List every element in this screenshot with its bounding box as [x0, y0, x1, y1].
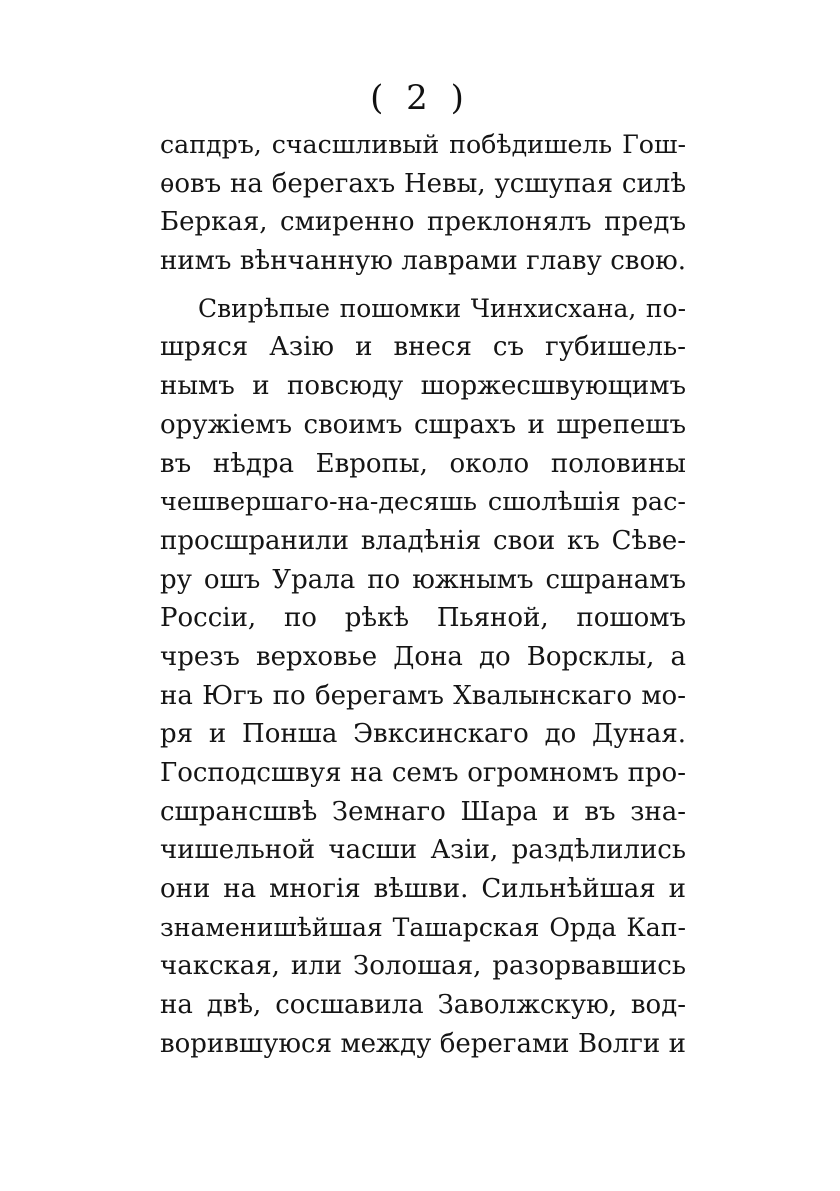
text-line: въ нѣдра Европы, около половины [160, 448, 686, 479]
text-line: ря и Понша Эвксинскаго до Дуная. [160, 719, 686, 750]
text-line: оружіемъ своимъ сшрахъ и шрепешъ [160, 409, 686, 440]
text-line: шряся Азію и внеся съ губишель- [160, 332, 686, 363]
body-text [160, 126, 686, 1064]
text-line: сшрансшвѣ Земнаго Шара и въ зна- [160, 796, 686, 827]
text-line: Свирѣпые пошомки Чинхисхана, по- [198, 293, 686, 323]
paragraph-1 [160, 126, 686, 281]
text-line: ру ошъ Урала по южнымъ сшранамъ [160, 564, 686, 595]
page-number: ( 2 ) [370, 78, 470, 118]
text-line: Беркая, смиренно преклонялъ предъ [160, 207, 686, 238]
text-line: ѳовъ на берегахъ Невы, усшупая силѣ [160, 168, 686, 199]
text-line: знаменишѣйшая Ташарская Орда Кап- [160, 912, 686, 942]
text-line: Россіи, по рѣкѣ Пьяной, пошомъ [160, 603, 686, 634]
text-line: чишельной часши Азіи, раздѣлились [160, 835, 686, 866]
text-line: нымъ и повсюду шоржесшвующимъ [160, 371, 686, 402]
text-line: чрезъ верховье Дона до Ворсклы, а [160, 641, 686, 672]
text-line: на двѣ, сосшавила Заволжскую, вод- [160, 990, 686, 1021]
text-line: на Югъ по берегамъ Хвалынскаго мо- [160, 680, 686, 711]
paragraph-gap [160, 281, 686, 290]
text-line: ворившуюся между берегами Волги и [160, 1028, 686, 1059]
text-line: Господсшвуя на семъ огромномъ про- [160, 758, 686, 788]
text-line: нимъ вѣнчанную лаврами главу свою. [160, 246, 686, 277]
text-line: чешвершаго-на-десяшь сшолѣшія рас- [160, 487, 686, 518]
text-line: просшранили владѣнія свои къ Сѣве- [160, 525, 686, 556]
text-line: сапдръ, счасшливый побѣдишель Гош- [160, 130, 686, 159]
text-line: они на многія вѣшви. Сильнѣйшая и [160, 874, 686, 905]
paragraph-2 [160, 290, 686, 1064]
text-line: чакская, или Золошая, разорвавшись [160, 951, 686, 982]
